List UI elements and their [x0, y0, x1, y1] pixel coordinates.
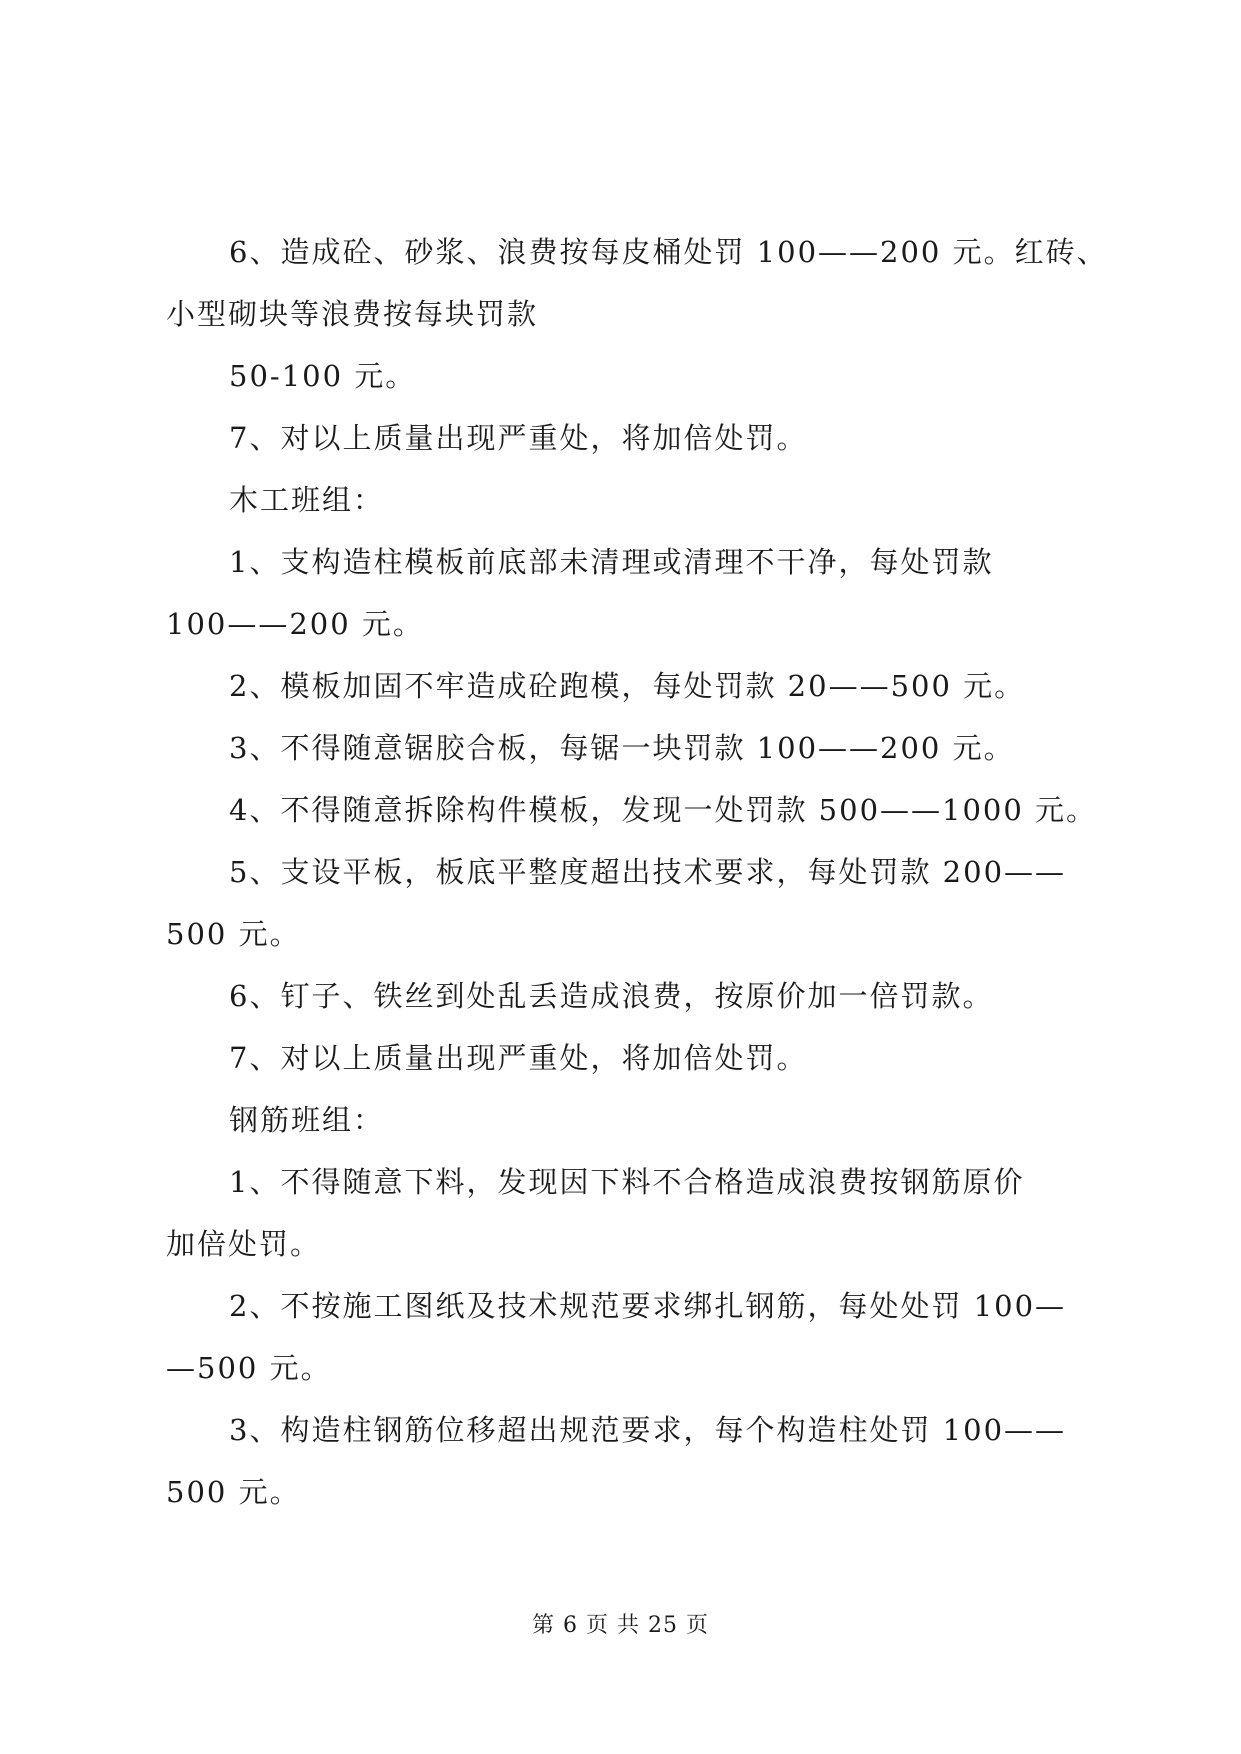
section-heading: 钢筋班组： — [229, 1103, 385, 1137]
paragraph-line: 7、对以上质量出现严重处，将加倍处罚。 — [229, 1041, 808, 1075]
paragraph-line: 6、钉子、铁丝到处乱丢造成浪费，按原价加一倍罚款。 — [229, 979, 994, 1013]
section-heading: 木工班组： — [229, 483, 385, 517]
paragraph-line: 500 元。 — [166, 1475, 301, 1509]
paragraph-line: 6、造成砼、砂浆、浪费按每皮桶处罚 100——200 元。红砖、 — [229, 235, 1108, 269]
paragraph-line: 3、构造柱钢筋位移超出规范要求，每个构造柱处罚 100—— — [229, 1413, 1067, 1447]
paragraph-line: 500 元。 — [166, 917, 301, 951]
paragraph-line: 2、模板加固不牢造成砼跑模，每处罚款 20——500 元。 — [229, 669, 1026, 703]
paragraph-line: 小型砌块等浪费按每块罚款 — [166, 297, 539, 331]
paragraph-line: 2、不按施工图纸及技术规范要求绑扎钢筋，每处处罚 100— — [229, 1289, 1067, 1323]
paragraph-line: 50-100 元。 — [229, 359, 417, 393]
paragraph-line: 3、不得随意锯胶合板，每锯一块罚款 100——200 元。 — [229, 731, 1015, 765]
paragraph-line: 5、支设平板，板底平整度超出技术要求，每处罚款 200—— — [229, 855, 1067, 889]
paragraph-line: 1、不得随意下料，发现因下料不合格造成浪费按钢筋原价 — [229, 1165, 1025, 1199]
paragraph-line: 7、对以上质量出现严重处，将加倍处罚。 — [229, 421, 808, 455]
paragraph-line: —500 元。 — [166, 1351, 332, 1385]
paragraph-line: 加倍处罚。 — [166, 1227, 322, 1261]
page-number-footer: 第 6 页 共 25 页 — [532, 1613, 709, 1638]
paragraph-line: 4、不得随意拆除构件模板，发现一处罚款 500——1000 元。 — [229, 793, 1098, 827]
paragraph-line: 100——200 元。 — [166, 607, 424, 641]
paragraph-line: 1、支构造柱模板前底部未清理或清理不干净，每处罚款 — [229, 545, 994, 579]
